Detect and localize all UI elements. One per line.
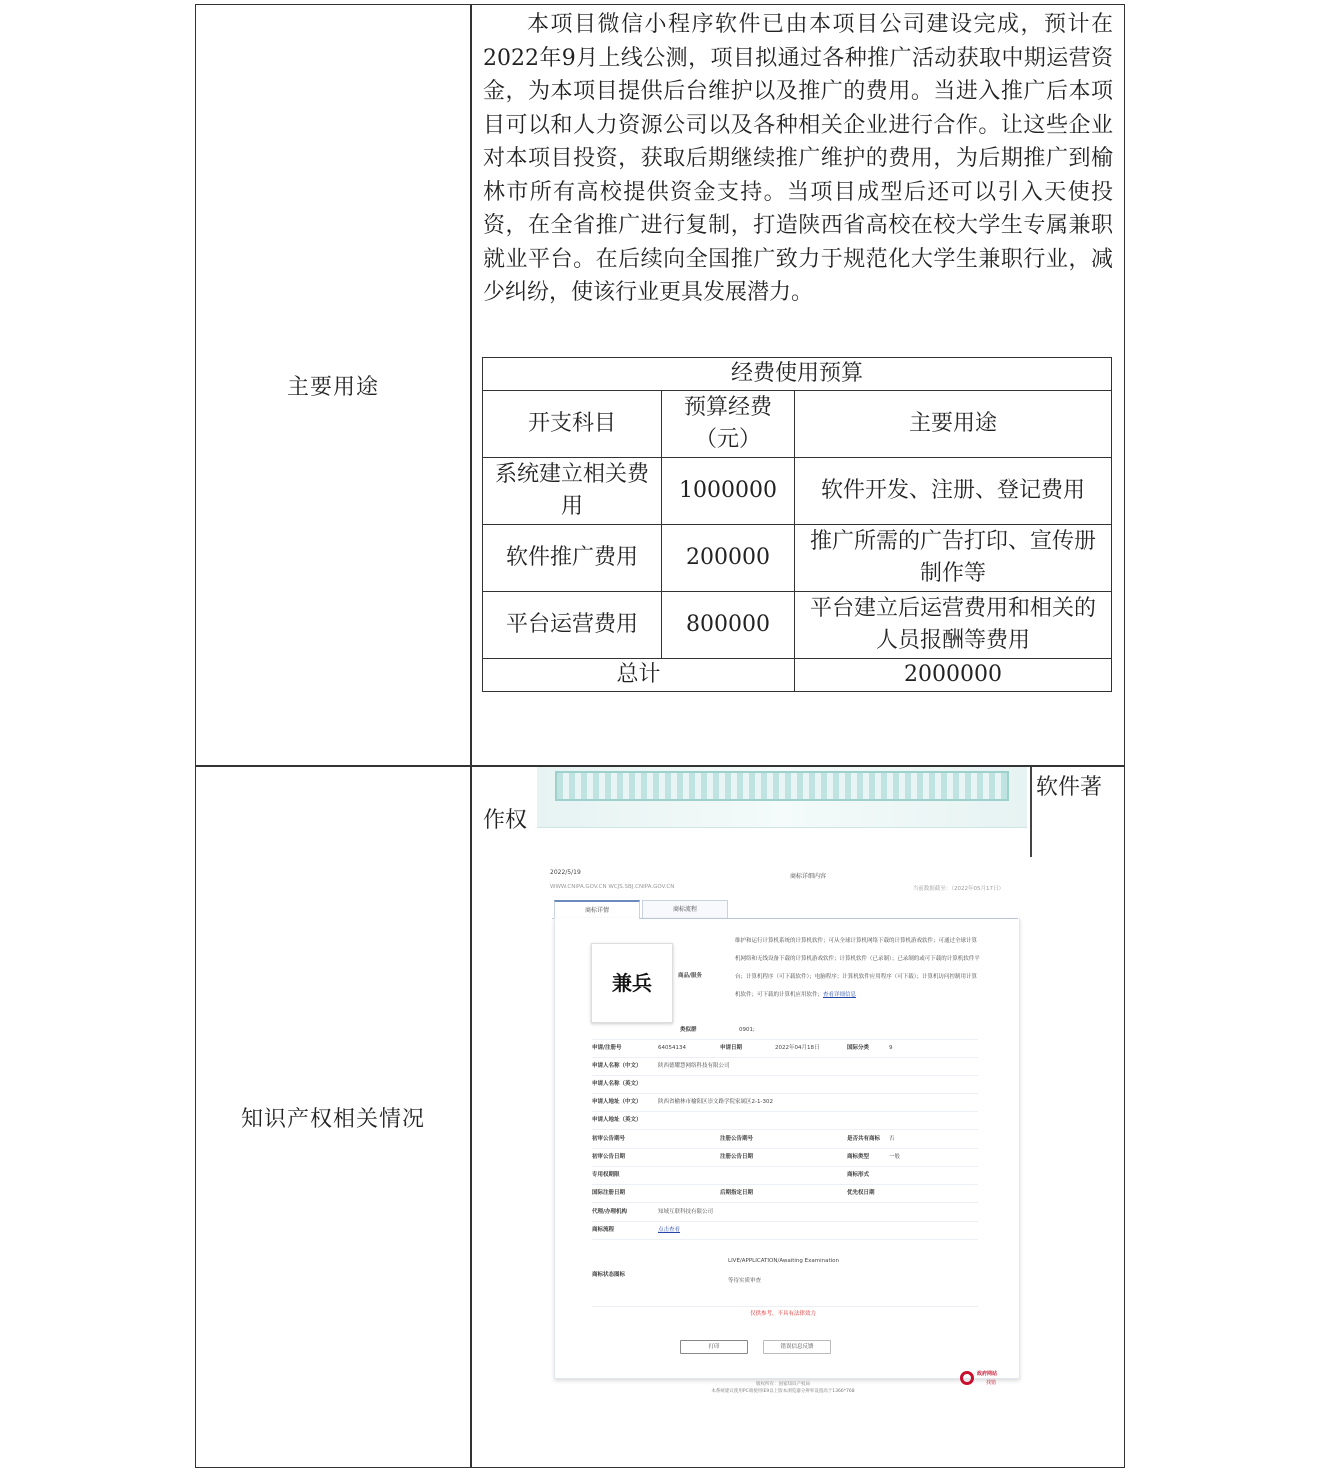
report-error-button[interactable]: 错误信息反馈 (763, 1340, 831, 1354)
tm-regpub-no-label: 注册公告期号 (720, 1136, 754, 1142)
gov-site-badge[interactable] (960, 1369, 1016, 1389)
tm-status-label: 商标状态图标 (592, 1272, 626, 1278)
budget-row-use: 平台建立后运营费用和相关的人员报酬等费用 (795, 592, 1112, 659)
tm-agent-label: 代理/办理机构 (592, 1209, 628, 1215)
tm-type-value: 一般 (889, 1154, 901, 1160)
gov-logo-icon (960, 1371, 974, 1385)
tm-applicant-cn-value: 陕西德耀慧网络科技有限公司 (658, 1063, 730, 1069)
tm-goods (735, 932, 980, 1004)
budget-row-amount: 200000 (662, 525, 795, 592)
certificate-edge-line (1030, 767, 1032, 857)
label-ip-status: 知识产权相关情况 (240, 1107, 425, 1132)
budget-header-item: 开支科目 (483, 391, 662, 458)
tm-appdate-label: 申请日期 (720, 1045, 743, 1051)
tm-applicant-en-label: 申请人名称（英文） (592, 1081, 642, 1087)
tm-agent-value: 知域互联科技有限公司 (658, 1209, 714, 1215)
tm-tabs (552, 900, 1018, 919)
budget-header-use: 主要用途 (795, 391, 1112, 458)
tm-prelim-no-label: 初审公告期号 (592, 1136, 626, 1142)
tm-row-prelim-date (592, 1148, 978, 1167)
budget-row-use: 软件开发、注册、登记费用 (795, 458, 1112, 525)
tm-status-cn: 等待实质审查 (728, 1278, 762, 1284)
tm-row-agent (592, 1203, 978, 1222)
gov-badge-title: 政府网站 (977, 1371, 998, 1377)
tm-goods-label: 商品/服务 (678, 973, 703, 979)
tm-row-applicant-cn (592, 1057, 978, 1076)
trademark-screenshot (548, 866, 1018, 1401)
tm-status-en: LIVE/APPLICATION/Awaiting Examination (728, 1258, 840, 1264)
budget-row-item: 软件推广费用 (483, 525, 662, 592)
tm-regno-label: 申请/注册号 (592, 1045, 622, 1051)
tm-intl-reg-label: 国际注册日期 (592, 1190, 626, 1196)
tm-applicant-cn-label: 申请人名称（中文） (592, 1063, 642, 1069)
tm-exclusive-label: 专用权期限 (592, 1172, 620, 1178)
tm-row-address-cn (592, 1093, 978, 1112)
budget-row-amount: 800000 (662, 592, 795, 659)
tm-regno-value: 64054134 (658, 1045, 686, 1051)
tm-warning: 仅供参考，不具有法律效力 (749, 1311, 816, 1317)
tm-address-cn-value: 陕西省榆林市榆阳区崇文路学院家属区2-1-302 (658, 1099, 773, 1105)
tm-class-value: 0901; (739, 1027, 755, 1033)
tm-form-label: 商标形式 (847, 1172, 870, 1178)
tm-mark-image: 兼兵 (591, 943, 673, 1023)
tm-intlclass-value: 9 (889, 1045, 893, 1051)
tm-row-flow (592, 1221, 978, 1240)
certificate-image-strip (537, 767, 1027, 828)
tm-row-address-en (592, 1111, 978, 1130)
budget-total-value: 2000000 (795, 659, 1112, 692)
tm-goods-text: 维护和运行计算机系统的计算机软件；可从全球计算机网络下载的计算机游戏软件；可通过全球计算机网络和无线设备下载的计算机游戏软件；计算机软件（已录制）；已录制的或可下载的计算机软件平台；计算机程序（可下载软件）；电脑程序；计算机软件应用程序（可下载）；计算机访问控制用计算机软件；可下载的计算机应用软件； (735, 938, 980, 998)
tm-later-date-label: 后期指定日期 (720, 1190, 754, 1196)
tm-priority-label: 优先权日期 (847, 1190, 875, 1196)
tm-footer-copyright: 版权所有：国家知识产权局 (756, 1382, 810, 1387)
tab-trademark-flow[interactable]: 商标流程 (642, 900, 728, 918)
budget-row-item: 平台运营费用 (483, 592, 662, 659)
budget-row-use: 推广所需的广告打印、宣传册制作等 (795, 525, 1112, 592)
tm-row-intl-reg (592, 1184, 978, 1203)
tab-trademark-detail[interactable]: 商标详情 (554, 900, 640, 919)
label-main-purpose: 主要用途 (286, 375, 379, 400)
budget-row-amount: 1000000 (662, 458, 795, 525)
certificate-border-pattern (555, 771, 1009, 801)
tm-page-title: 商标详细内容 (790, 873, 827, 880)
tm-row-prelim-no (592, 1130, 978, 1149)
budget-title: 经费使用预算 (483, 358, 1112, 391)
cert-text-software: 软件著 (1036, 775, 1103, 800)
tm-intlclass-label: 国际分类 (847, 1045, 870, 1051)
tm-address-en-label: 申请人地址（英文） (592, 1117, 642, 1123)
tm-goods-link[interactable]: 查看详细信息 (823, 992, 857, 998)
budget-total-label: 总计 (483, 659, 795, 692)
tm-flow-link[interactable]: 点击查看 (658, 1227, 681, 1233)
tm-footer-browser-note: 本系统建议使用PC端使用IE9以上版本浏览器分辨率设置高于1366*768 (711, 1389, 855, 1394)
budget-row-item: 系统建立相关费用 (483, 458, 662, 525)
tm-appdate-value: 2022年04月18日 (775, 1045, 820, 1051)
tm-query-date: 当前数据截至：（2022年05月17日） (912, 886, 1004, 892)
tm-row-status (592, 1246, 978, 1307)
tm-row-applicant-en (592, 1075, 978, 1094)
tm-prelim-date-label: 初审公告日期 (592, 1154, 626, 1160)
tm-shared-label: 是否共有商标 (847, 1136, 881, 1142)
tm-address-cn-label: 申请人地址（中文） (592, 1099, 642, 1105)
column-divider (470, 4, 472, 1468)
tm-class-label: 类似群 (680, 1027, 697, 1033)
budget-header-amount: 预算经费（元） (662, 391, 795, 458)
tm-date: 2022/5/19 (550, 869, 581, 876)
budget-table (482, 357, 1112, 692)
purpose-paragraph: 本项目微信小程序软件已由本项目公司建设完成，预计在2022年9月上线公测，项目拟通过各种推广活动获取中期运营资金，为本项目提供后台维护以及推广的费用。当进入推广后本项目可以和人力资源公司以及各种相关企业进行合作。让这些企业对本项目投资，获取后期继续推广维护的费用，为后期推广到榆林市所有高校提供资金支持。当项目成型后还可以引入天使投资，在全省推广进行复制，打造陕西省高校在校大学生专属兼职就业平台。在后续向全国推广致力于规范化大学生兼职行业，减少纠纷，使该行业更具发展潜力。 (483, 12, 1113, 305)
tm-regpub-date-label: 注册公告日期 (720, 1154, 754, 1160)
cert-text-copyright: 作权 (483, 808, 528, 833)
tm-row-exclusive (592, 1166, 978, 1185)
tm-type-label: 商标类型 (847, 1154, 870, 1160)
tm-row-class (592, 1021, 978, 1040)
tm-flow-label: 商标流程 (592, 1227, 615, 1233)
tm-url: WWW.CNIPA.GOV.CN WCJS.SBJ.CNIPA.GOV.CN (550, 884, 675, 890)
gov-badge-subtitle: 找错 (986, 1380, 997, 1386)
tm-shared-value: 否 (889, 1136, 895, 1142)
print-button[interactable]: 打印 (680, 1340, 748, 1354)
tm-row-regno (592, 1039, 978, 1058)
